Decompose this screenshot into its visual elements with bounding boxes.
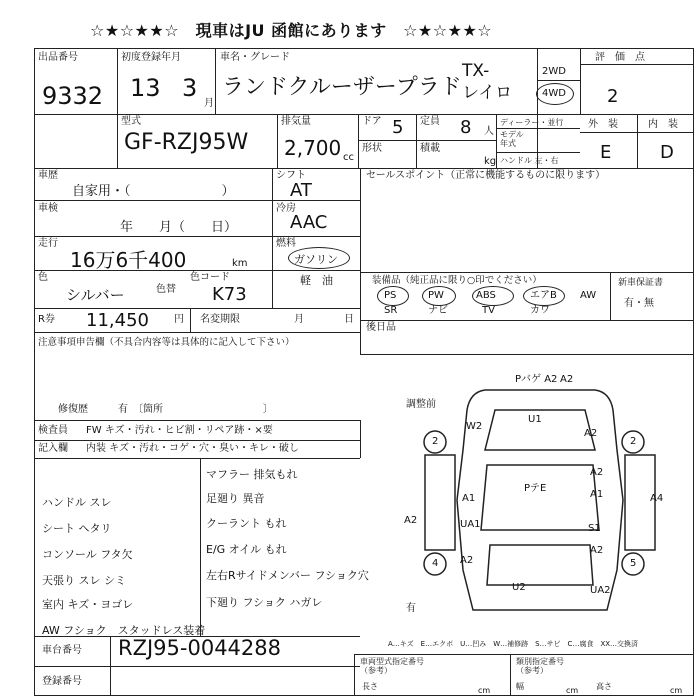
shape-label: 形状 <box>362 143 382 154</box>
lot-number: 9332 <box>42 82 104 110</box>
inspector-in-row: 内装 キズ・汚れ・コゲ・穴・臭い・キレ・破し <box>86 443 299 454</box>
equip-airbag: エアB <box>530 290 557 301</box>
mark-ua1: UA1 <box>460 519 481 530</box>
mileage-unit: km <box>232 258 248 269</box>
drive-2wd: 2WD <box>542 66 566 77</box>
car-diagram <box>395 370 685 630</box>
model-value: GF-RZJ95W <box>124 130 249 155</box>
fuel-gasoline: ガソリン <box>294 253 338 266</box>
note-6: 下廻り フショク ハガレ <box>206 596 323 609</box>
left-note-6: AW フショク スタッドレス装着 <box>42 624 206 637</box>
note-1: マフラー 排気もれ <box>206 468 298 481</box>
equip-leather: カワ <box>530 305 550 316</box>
name-change-month: 月 <box>294 314 304 325</box>
dim-height-unit: cm <box>670 686 683 695</box>
car-name-label: 車名・グレード <box>220 52 290 63</box>
model-label: 型式 <box>121 116 141 127</box>
equip-abs-circle <box>472 286 514 306</box>
fuel-diesel: 軽 油 <box>300 274 333 287</box>
drive-4wd-circle <box>536 83 574 105</box>
capacity-unit: 人 <box>484 126 494 137</box>
damage-legend: A…キズ E…エクボ U…凹み W…補修跡 S…サビ C…腐食 XX…交換済 <box>388 640 639 648</box>
equip-navi: ナビ <box>428 305 448 316</box>
aircon-label: 冷房 <box>276 203 296 214</box>
mark-a1-roof: A1 <box>590 489 604 500</box>
mileage-label: 走行 <box>38 238 58 249</box>
usage-label: 車歴 <box>38 170 58 181</box>
note-5: 左右Rサイドメンバー フショク穴 <box>206 569 369 582</box>
shift-label: シフト <box>276 170 306 181</box>
mark-a2-right-rear: A2 <box>590 545 604 556</box>
rating-score: 2 <box>607 86 619 107</box>
chassis-value: RZJ95-0044288 <box>118 636 281 660</box>
exterior-label: 外 装 <box>588 119 618 130</box>
inspector-label-2: 記入欄 <box>38 443 68 454</box>
dim-length: 長さ <box>362 682 378 691</box>
exterior-grade: E <box>600 142 612 163</box>
equip-ps: PS <box>384 290 397 301</box>
mark-u1-top: U1 <box>528 414 542 425</box>
doors-value: 5 <box>392 117 404 138</box>
inspector-fw-row: FW キズ・汚れ・ヒビ割・リペア跡・×要 <box>86 425 273 436</box>
mark-s1: S1 <box>588 523 601 534</box>
equip-airbag-circle <box>523 286 565 306</box>
mark-a2-right-front: A2 <box>590 467 604 478</box>
interior-label: 内 装 <box>648 119 678 130</box>
tire-front-left: 2 <box>432 436 439 447</box>
dealer-label: ディーラー・並行 <box>500 118 564 127</box>
name-change-label: 名変期限 <box>200 314 240 325</box>
load-label: 積載 <box>420 143 440 154</box>
color-value: シルバー <box>66 286 125 304</box>
first-reg-month-unit: 月 <box>204 98 214 109</box>
left-note-1: ハンドル スレ <box>42 496 112 509</box>
mark-a1-left: A1 <box>462 493 476 504</box>
mark-ua2: UA2 <box>590 585 611 596</box>
capacity-label: 定員 <box>420 116 440 127</box>
mark-adjust: 調整前 <box>406 399 436 410</box>
note-3: クーラント もれ <box>206 517 287 530</box>
chassis-label: 車台番号 <box>42 645 82 656</box>
fuel-label: 燃料 <box>276 238 296 249</box>
warranty-value: 有・無 <box>624 298 654 309</box>
mark-pbage: Pバゲ A2 <box>515 374 558 385</box>
capacity-value: 8 <box>460 117 472 138</box>
lot-label: 出品番号 <box>38 52 78 63</box>
note-2: 足廻り 異音 <box>206 492 265 505</box>
displacement-label: 排気量 <box>281 116 311 127</box>
handle-label: ハンドル 左・右 <box>500 156 559 165</box>
inspector-label-1: 検査員 <box>38 425 68 436</box>
mark-pte: PテE <box>524 483 547 494</box>
mark-a2-front-right: A2 <box>584 428 598 439</box>
area-ref-2: 車両型式指定番号 （参考） <box>360 657 424 675</box>
usage-value: 自家用・（ ） <box>72 184 235 199</box>
displacement-unit: cc <box>343 152 354 163</box>
mark-spare: 有 <box>406 603 416 614</box>
first-reg-month: 3 <box>182 74 198 102</box>
model-year-label: モデル 年式 <box>500 130 524 148</box>
recycle-label: R券 <box>38 314 55 325</box>
car-grade: TX- レイロ <box>462 61 513 103</box>
equip-aw: AW <box>580 290 597 301</box>
mark-a2-rear-left: A2 <box>460 555 474 566</box>
dim-width: 幅 <box>516 682 524 691</box>
left-note-2: シート ヘタリ <box>42 522 112 535</box>
note-4: E/G オイル もれ <box>206 543 287 556</box>
equip-pw-circle <box>422 286 456 306</box>
interior-grade: D <box>660 142 674 163</box>
fuel-gasoline-circle <box>288 247 350 269</box>
header-banner: ☆★☆★★☆ 現車はJU 函館にあります ☆★☆★★☆ <box>90 21 493 40</box>
equipment-label: 装備品（純正品に限り○印でください） <box>372 275 542 286</box>
repair-label: 修復歴 <box>58 404 88 415</box>
registration-label: 登録番号 <box>42 676 82 687</box>
color-change-label: 色替 <box>156 284 176 295</box>
equip-abs: ABS <box>476 290 496 301</box>
mark-u2: U2 <box>512 582 526 593</box>
area-ref-1: 類別指定番号 （参考） <box>516 657 564 675</box>
displacement-value: 2,700 <box>284 136 342 160</box>
color-code: K73 <box>212 284 247 305</box>
first-reg-year: 13 <box>130 74 161 102</box>
notes-header: 注意事項申告欄（不具合内容等は具体的に記入して下さい） <box>38 337 295 348</box>
equip-sr: SR <box>384 305 398 316</box>
name-change-day: 日 <box>344 314 354 325</box>
mark-a2-left: A2 <box>404 515 418 526</box>
dim-length-unit: cm <box>478 686 491 695</box>
load-unit: kg <box>484 156 497 167</box>
dim-height: 高さ <box>596 682 612 691</box>
mark-a2-top: A2 <box>560 374 574 385</box>
equip-tv: TV <box>482 305 495 316</box>
tire-front-right: 2 <box>630 436 637 447</box>
inspection-label: 車検 <box>38 203 58 214</box>
shift-value: AT <box>290 180 312 201</box>
tire-rear-left: 4 <box>432 558 439 569</box>
color-code-label: 色コード <box>190 272 230 283</box>
car-name: ランドクルーザープラド <box>222 75 462 100</box>
mark-w2: W2 <box>466 421 483 432</box>
aftermarket-label: 後日品 <box>366 322 396 333</box>
color-label: 色 <box>38 272 48 283</box>
inspection-value: 年 月（ 日） <box>120 220 238 235</box>
sales-point-label: セールスポイント（正常に機能するものに限ります） <box>366 170 606 181</box>
left-note-5: 室内 キズ・ヨゴレ <box>42 598 134 611</box>
recycle-unit: 円 <box>174 314 184 325</box>
recycle-value: 11,450 <box>86 310 149 331</box>
aircon-value: AAC <box>290 212 328 233</box>
mileage-value: 16万6千400 <box>70 248 187 272</box>
drive-4wd: 4WD <box>542 88 566 99</box>
equip-pw: PW <box>428 290 444 301</box>
repair-value: 有 〔箇所 〕 <box>118 404 273 415</box>
doors-label: ドア <box>362 116 382 127</box>
first-reg-label: 初度登録年月 <box>121 52 181 63</box>
left-note-3: コンソール フタ欠 <box>42 548 133 561</box>
left-note-4: 天張り スレ シミ <box>42 574 126 587</box>
tire-rear-right: 5 <box>630 558 637 569</box>
mark-a4: A4 <box>650 493 664 504</box>
dim-width-unit: cm <box>566 686 579 695</box>
warranty-label: 新車保証書 <box>618 278 664 288</box>
rating-label: 評 価 点 <box>595 52 645 63</box>
equip-ps-circle <box>377 286 409 306</box>
